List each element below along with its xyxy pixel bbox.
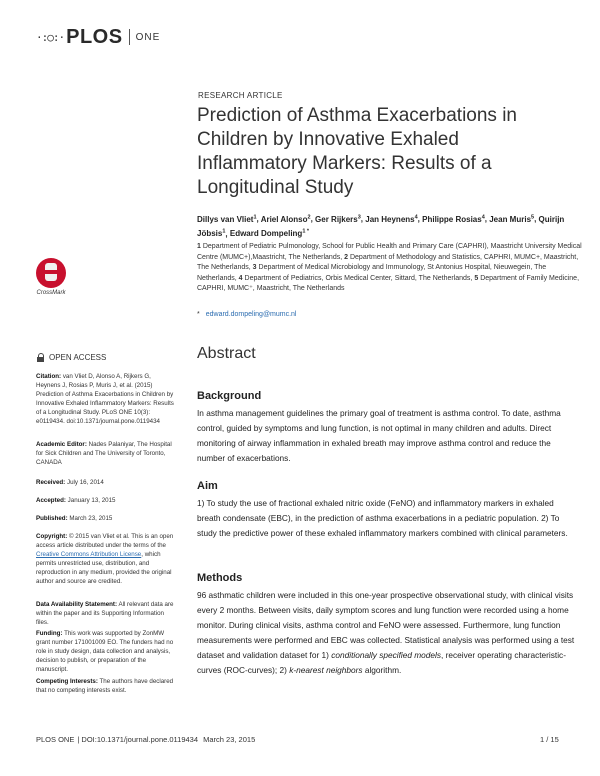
journal-name: PLOS <box>66 25 123 48</box>
author[interactable]: Jan Heynens$^4$ <box>365 214 418 224</box>
open-lock-icon <box>37 353 44 362</box>
article-type: RESEARCH ARTICLE <box>198 91 283 100</box>
aim-heading: Aim <box>197 480 218 492</box>
journal-subname: ONE <box>135 31 161 43</box>
crossmark-badge[interactable] <box>34 258 68 302</box>
email-link[interactable]: edward.dompeling@mumc.nl <box>205 311 297 318</box>
competing-interests: Competing Interests: The authors have declared that no competing interests exist. <box>36 678 174 695</box>
journal-logo <box>36 26 160 48</box>
citation: Citation: van Vliet D, Alonso A, Rijkers G, Heynens J, Rosias P, Muris J, et al. (2015) Prediction of Asthma Exacerbations in Children by Innovative Exhaled Inflammatory Markers: Results of a Longitudinal Study. PLoS ONE 10(3): e0119434. doi:10.1371/journal.pone.0119434 <box>36 373 174 426</box>
abstract-heading: Abstract <box>197 345 256 362</box>
corresponding-email <box>197 311 297 318</box>
footer-date: March 23, 2015 <box>203 735 256 744</box>
article-title: Prediction of Asthma Exacerbations in Children by Innovative Exhaled Inflammatory Markers: Results of a Longitudinal Study <box>197 105 518 198</box>
author-list: Dillys van Vliet$^1$, Ariel Alonso$^2$, Ger Rijkers$^3$, Jan Heynens$^4$, Philippe Rosias$^4$, Jean Muris$^5$, Quirijn Jöbsis$^1$, Edward Dompeling$^{1 *}$ <box>197 214 565 239</box>
accepted-date: Accepted: January 13, 2015 <box>36 497 116 504</box>
data-availability: Data Availability Statement: All relevant data are within the paper and its Supporting Information files. <box>36 601 174 627</box>
footer-journal: PLOS ONE <box>36 735 75 744</box>
background-heading: Background <box>197 390 262 402</box>
license-link[interactable]: Creative Commons Attribution License <box>36 551 142 559</box>
author[interactable]: Jean Muris$^5$ <box>489 214 535 224</box>
logo-divider <box>129 29 130 45</box>
corresponding-star: * <box>197 311 200 318</box>
author[interactable]: Dillys van Vliet$^1$ <box>197 214 257 224</box>
author[interactable]: Quirijn Jöbsis$^1$ <box>197 214 565 239</box>
received-date: Received: July 16, 2014 <box>36 479 104 486</box>
author[interactable]: Ariel Alonso$^2$ <box>260 214 311 224</box>
page-number: 1 / 15 <box>540 735 559 744</box>
published-date: Published: March 23, 2015 <box>36 515 113 522</box>
open-access-badge <box>37 353 106 362</box>
aim-text: 1) To study the use of fractional exhaled nitric oxide (FeNO) and inflammatory markers in exhaled breath condensate (EBC), in the prediction of asthma exacerbations in a pediatric population. 2) To study the predictive power of these exhaled inflammatory markers combined with clinical parameters. <box>197 498 568 538</box>
academic-editor: Academic Editor: Nades Palaniyar, The Hospital for Sick Children and The University of Toronto, CANADA <box>36 441 172 467</box>
author[interactable]: Edward Dompeling$^{1 *}$ <box>229 228 310 239</box>
page-footer: PLOS ONE | DOI:10.1371/journal.pone.0119434 March 23, 2015 <box>36 735 256 744</box>
crossmark-label: CrossMark <box>36 290 66 296</box>
methods-heading: Methods <box>197 572 243 584</box>
background-text: In asthma management guidelines the primary goal of treatment is asthma control. To date, asthma control, guided by symptoms and lung function, is not optimal in many children and adults. Direct monitoring of airway inflammation in exhaled breath may improve asthma control and reduce the number of exacerbations. <box>197 408 561 463</box>
funding: Funding: This work was supported by ZonMW grant number 171001009 EO. The funders had no role in study design, data collection and analysis, decision to publish, or preparation of the manuscript. <box>36 630 174 674</box>
affiliations: 1 Department of Pediatric Pulmonology, School for Public Health and Primary Care (CAPHRI), Maastricht University Medical Centre (MUMC+),Maastricht, The Netherlands, 2 Department of Methodology and Statistics, CAPHRI, MUMC+, Maastricht, The Netherlands, 3 Department of Medical Microbiology and Immunology, St Antonius Hospital, Nieuwegein, The Netherlands, 4 Department of Pediatrics, Orbis Medical Center, Sittard, The Netherlands, 5 Department of Family Medicine, CAPHRI, MUMC⁺, Maastricht, The Netherlands <box>197 243 582 293</box>
open-access-label: OPEN ACCESS <box>49 353 107 362</box>
methods-text: 96 asthmatic children were included in this one-year prospective observational study, with clinical visits every 2 months. Between visits, daily symptom scores and lung function were recorded using a home monitor. During clinical visits, asthma control and FeNO were assessed. Furthermore, lung function measurements were performed and EBC was collected. Statistical analysis was performed using a test dataset and validation dataset for 1) conditionally specified models, receiver operating characteristic-curves (ROC-curves); 2) k-nearest neighbors algorithm. <box>197 590 575 675</box>
copyright: Copyright: © 2015 van Vliet et al. This is an open access article distributed under the terms of the Creative Commons Attribution License, which permits unrestricted use, distribution, and reproduction in any medium, provided the original author and source are credited. <box>36 533 174 586</box>
footer-doi: DOI:10.1371/journal.pone.0119434 <box>81 735 199 744</box>
crossmark-icon <box>36 258 66 288</box>
plos-logo-icon: ·:○:· <box>36 30 65 44</box>
author[interactable]: Philippe Rosias$^4$ <box>422 214 485 224</box>
author[interactable]: Ger Rijkers$^3$ <box>315 214 361 224</box>
